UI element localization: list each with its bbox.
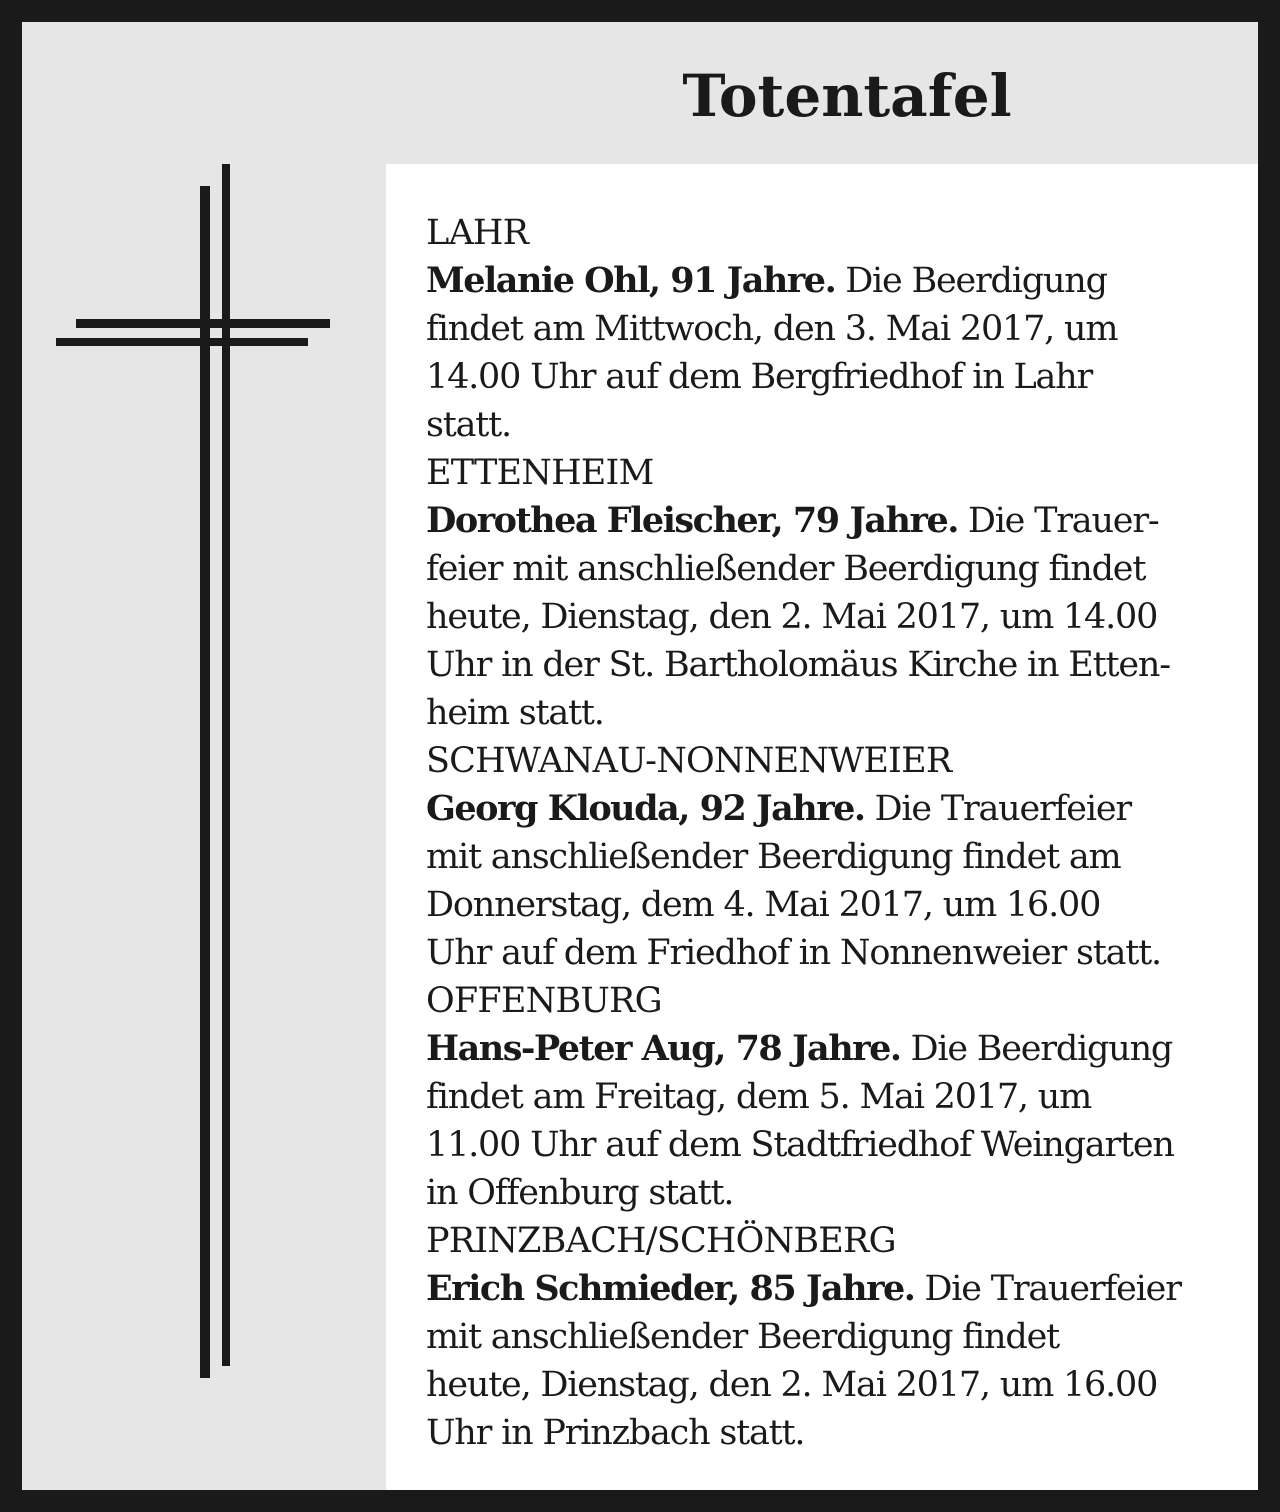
cross-horizontal-bar-bottom	[56, 338, 308, 346]
entry-line: mit anschließender Beerdigung findet	[426, 1317, 1059, 1357]
entry-line	[426, 1025, 1226, 1073]
entry-line-rest: Die Trauerfeier	[864, 789, 1131, 829]
entry-line: Uhr in der St. Bartholomäus Kirche in Etten-	[426, 645, 1170, 685]
entry-name: Dorothea Fleischer, 79 Jahre.	[426, 500, 958, 541]
entry-line: feier mit anschließender Beerdigung findet	[426, 549, 1146, 589]
obituary-entry	[426, 449, 1226, 737]
entry-line: 11.00 Uhr auf dem Stadtfriedhof Weingarten	[426, 1125, 1174, 1165]
entry-line	[426, 257, 1226, 305]
obituary-list	[426, 209, 1226, 1457]
entry-line-rest: Die Trauerfeier	[914, 1269, 1181, 1309]
entry-line: Uhr in Prinzbach statt.	[426, 1413, 805, 1453]
entry-line	[426, 1265, 1226, 1313]
obituary-entry	[426, 977, 1226, 1217]
entry-line: heim statt.	[426, 693, 604, 733]
cross-horizontal-bar-top	[76, 319, 330, 328]
entry-line: findet am Freitag, dem 5. Mai 2017, um	[426, 1077, 1092, 1117]
entry-place: OFFENBURG	[426, 981, 662, 1021]
entry-line-rest: Die Beerdigung	[835, 261, 1107, 301]
entry-place: SCHWANAU-NONNENWEIER	[426, 741, 952, 781]
entry-line-rest: Die Beerdigung	[900, 1029, 1173, 1069]
entry-name: Hans-Peter Aug, 78 Jahre.	[426, 1028, 901, 1069]
obituary-entry	[426, 1217, 1226, 1457]
obituary-entry	[426, 209, 1226, 449]
entry-line: Uhr auf dem Friedhof in Nonnenweier statt.	[426, 933, 1161, 973]
entry-place: PRINZBACH/SCHÖNBERG	[426, 1221, 896, 1261]
obituary-entry	[426, 737, 1226, 977]
entry-line: findet am Mittwoch, den 3. Mai 2017, um	[426, 309, 1118, 349]
entry-line: heute, Dienstag, den 2. Mai 2017, um 14.00	[426, 597, 1158, 637]
entry-place: LAHR	[426, 213, 529, 253]
entry-name: Georg Klouda, 92 Jahre.	[426, 788, 865, 829]
cross-icon	[22, 22, 362, 1490]
page-title: Totentafel	[682, 62, 1012, 130]
entry-line: 14.00 Uhr auf dem Bergfriedhof in Lahr	[426, 357, 1093, 397]
entry-line	[426, 785, 1226, 833]
entry-line: Donnerstag, dem 4. Mai 2017, um 16.00	[426, 885, 1101, 925]
cross-vertical-bar-left	[200, 186, 210, 1378]
entry-line: heute, Dienstag, den 2. Mai 2017, um 16.00	[426, 1365, 1158, 1405]
notice-panel	[22, 22, 1258, 1490]
entry-place: ETTENHEIM	[426, 453, 654, 493]
entry-name: Erich Schmieder, 85 Jahre.	[426, 1268, 915, 1309]
entry-line: in Offenburg statt.	[426, 1173, 734, 1213]
entry-line	[426, 497, 1226, 545]
obituary-content	[386, 164, 1258, 1490]
entry-line: mit anschließender Beerdigung findet am	[426, 837, 1121, 877]
entry-line: statt.	[426, 405, 511, 445]
entry-line-rest: Die Trauer-	[957, 501, 1159, 541]
entry-name: Melanie Ohl, 91 Jahre.	[426, 260, 836, 301]
